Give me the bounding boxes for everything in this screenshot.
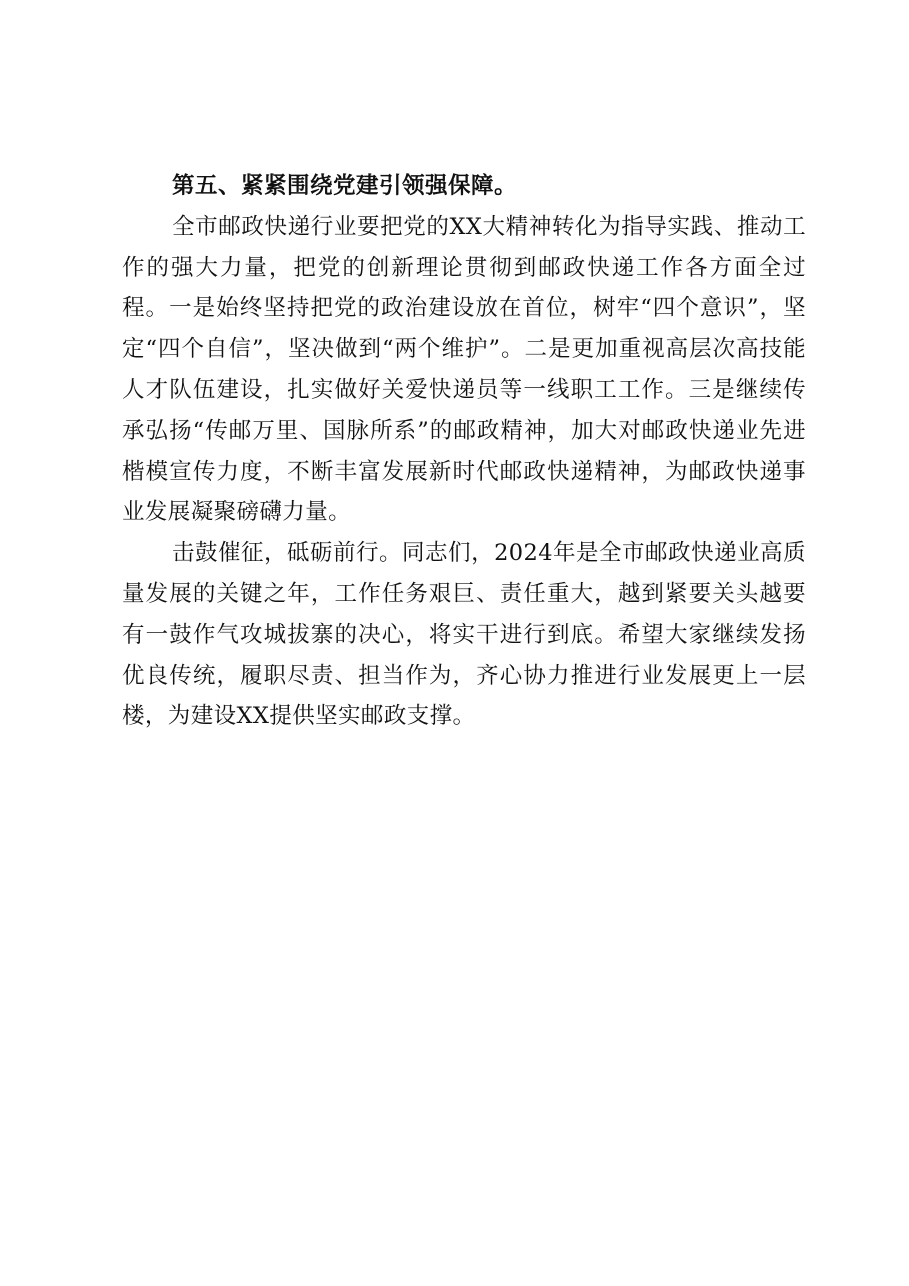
paragraph-party-building: 全市邮政快递行业要把党的XX大精神转化为指导实践、推动工作的强大力量，把党的创新理论贯彻到邮政快递工作各方面全过程。一是始终坚持把党的政治建设放在首位，树牢“四个意识”，坚定“四个自信”，坚决做到“两个维护”。二是更加重视高层次高技能人才队伍建设，扎实做好关爱快递员等一线职工工作。三是继续传承弘扬“传邮万里、国脉所系”的邮政精神，加大对邮政快递业先进楷模宣传力度，不断丰富发展新时代邮政快递精神，为邮政快递事业发展凝聚磅礴力量。 xyxy=(122,213,806,526)
section-heading: 第五、紧紧围绕党建引领强保障。 xyxy=(172,173,518,199)
document-body xyxy=(122,166,806,737)
paragraph-closing: 击鼓催征，砥砺前行。同志们，2024年是全市邮政快递业高质量发展的关键之年，工作任务艰巨、责任重大，越到紧要关头越要有一鼓作气攻城拔寨的决心，将实干进行到底。希望大家继续发扬优良传统，履职尽责、担当作为，齐心协力推进行业发展更上一层楼，为建设XX提供坚实邮政支撑。 xyxy=(122,540,806,730)
